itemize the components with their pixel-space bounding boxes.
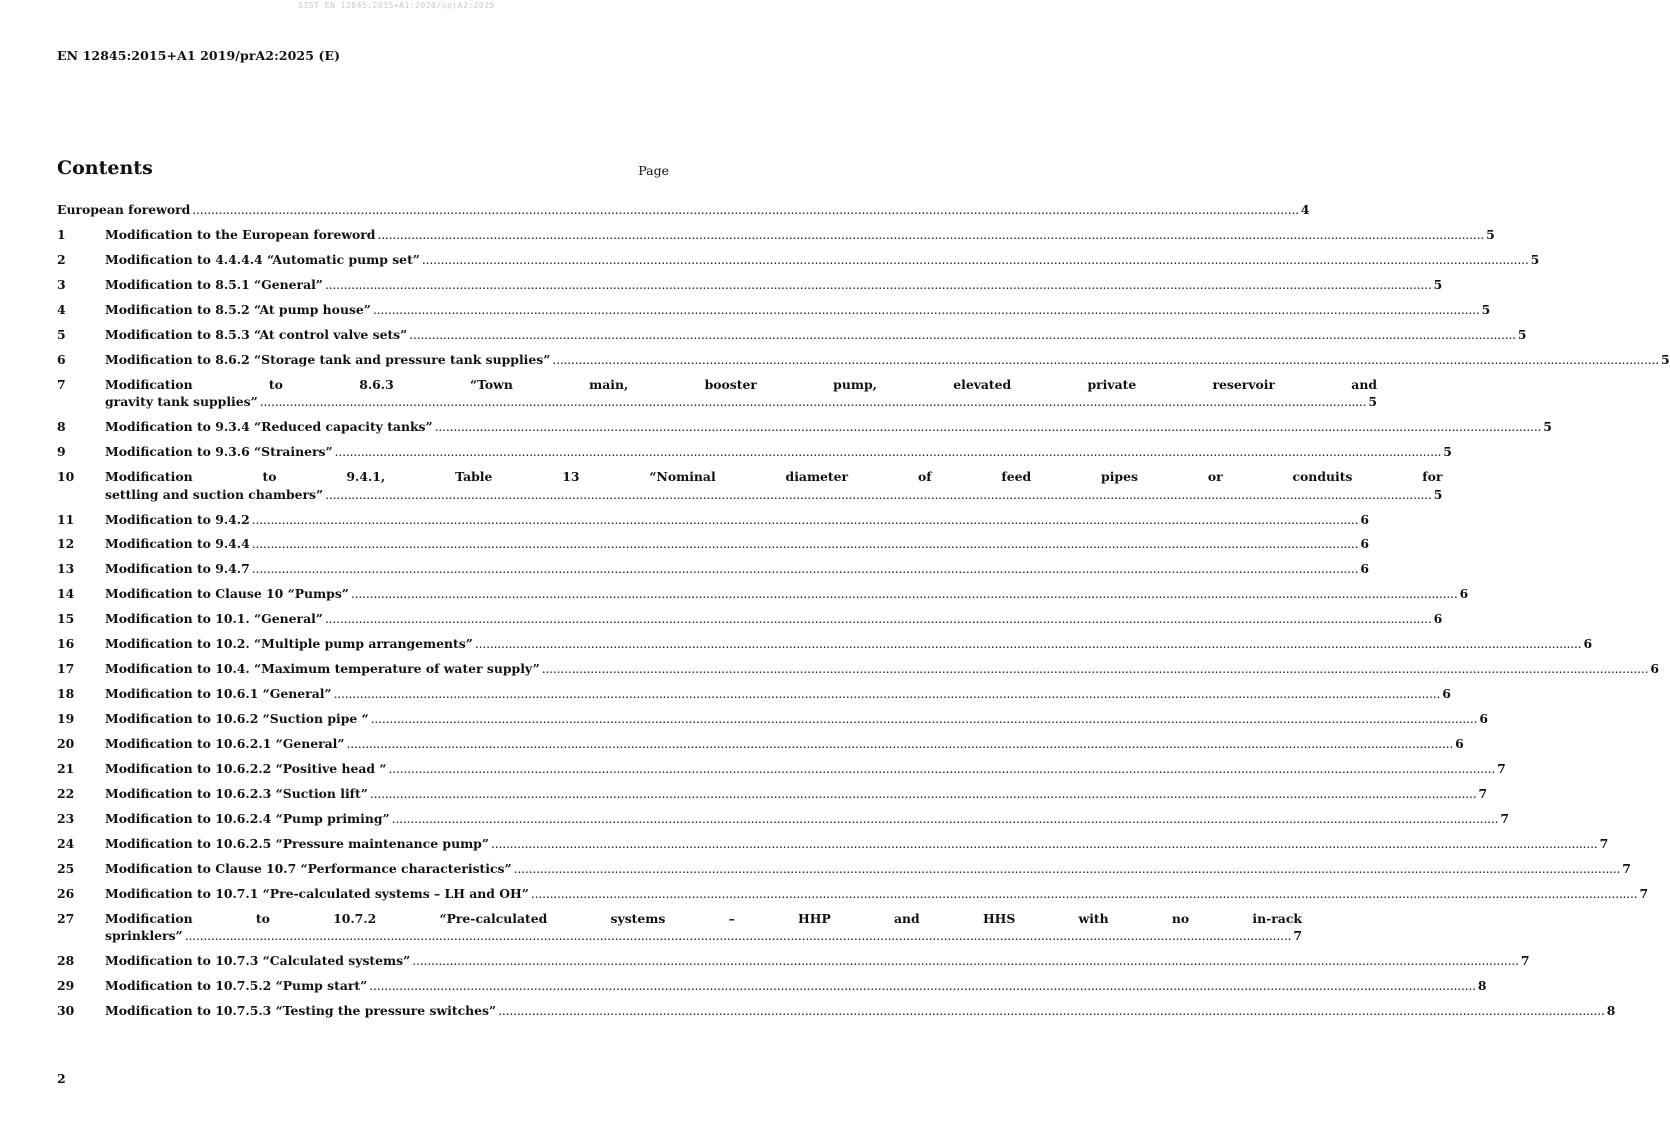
toc-entry-title: sprinklers” bbox=[105, 928, 183, 944]
toc-entry-page: 5 bbox=[1486, 226, 1495, 242]
page-column-label: Page bbox=[638, 163, 669, 178]
toc-entry-title: Modification to 10.2. “Multiple pump arrangements” bbox=[105, 636, 473, 652]
toc-entry[interactable] bbox=[57, 301, 1491, 319]
toc-entry-page: 7 bbox=[1622, 860, 1631, 876]
toc-entry-page: 6 bbox=[1360, 536, 1370, 552]
toc-entry-page: 6 bbox=[1455, 735, 1464, 751]
toc-entry[interactable] bbox=[57, 760, 1506, 778]
toc-entry-title-line: Modification to 10.7.2 “Pre-calculated systems – HHP and HHS with no in-rack bbox=[105, 910, 1302, 926]
toc-entry[interactable] bbox=[57, 885, 1649, 903]
toc-entry-number: 15 bbox=[57, 611, 75, 627]
toc-entry-number: 9 bbox=[57, 444, 66, 460]
toc-entry-page: 8 bbox=[1606, 1002, 1616, 1018]
toc-entry-title: Modification to Clause 10 “Pumps” bbox=[105, 586, 349, 602]
toc-entry[interactable] bbox=[57, 226, 1495, 244]
toc-entry-title: Modification to 10.6.2.1 “General” bbox=[105, 735, 345, 751]
toc-entry[interactable] bbox=[57, 635, 1593, 653]
leader-dots bbox=[389, 760, 1496, 778]
toc-entry-page: 8 bbox=[1477, 977, 1487, 993]
toc-entry-title: Modification to 8.5.2 “At pump house” bbox=[105, 301, 371, 317]
toc-entry-page: 5 bbox=[1443, 444, 1452, 460]
toc-entry[interactable] bbox=[57, 511, 1370, 529]
toc-entry-title-line: Modification to 9.4.1, Table 13 “Nominal diameter of feed pipes or conduits for bbox=[105, 468, 1443, 484]
leader-dots bbox=[351, 585, 1458, 603]
toc-entry-number: 26 bbox=[57, 885, 75, 901]
toc-entry-number: 1 bbox=[57, 226, 66, 242]
toc-entry-title: Modification to 9.4.7 bbox=[105, 561, 250, 577]
toc-entry-number: 13 bbox=[57, 561, 75, 577]
toc-entry-page: 6 bbox=[1459, 586, 1469, 602]
toc-entry-number: 12 bbox=[57, 536, 75, 552]
leader-dots bbox=[531, 885, 1638, 903]
toc-entry[interactable] bbox=[57, 660, 1659, 678]
toc-entry-title: Modification to 9.3.6 “Strainers” bbox=[105, 444, 333, 460]
leader-dots bbox=[325, 486, 1432, 504]
leader-dots bbox=[491, 835, 1598, 853]
toc-entry-number: 22 bbox=[57, 785, 75, 801]
toc-entry-page: 7 bbox=[1639, 885, 1649, 901]
toc-entry[interactable] bbox=[57, 276, 1443, 294]
toc-entry-page: 5 bbox=[1517, 326, 1527, 342]
contents-heading: Contents bbox=[57, 157, 153, 179]
toc-entry-title: Modification to Clause 10.7 “Performance characteristics” bbox=[105, 860, 512, 876]
leader-dots bbox=[422, 251, 1529, 269]
leader-dots bbox=[514, 860, 1621, 878]
toc-entry-number: 4 bbox=[57, 301, 66, 317]
toc-entry-page: 7 bbox=[1599, 835, 1609, 851]
document-identifier: EN 12845:2015+A1 2019/prA2:2025 (E) bbox=[57, 48, 341, 63]
toc-entry-number: 7 bbox=[57, 376, 66, 392]
toc-entry-number: 11 bbox=[57, 511, 75, 527]
toc-entry[interactable] bbox=[57, 977, 1487, 995]
toc-entry-number: 28 bbox=[57, 953, 75, 969]
toc-entry-page: 6 bbox=[1360, 511, 1370, 527]
leader-dots bbox=[392, 810, 1499, 828]
toc-entry-page: 6 bbox=[1650, 661, 1659, 677]
toc-entry[interactable] bbox=[57, 710, 1488, 728]
toc-entry-foreword[interactable] bbox=[57, 201, 1310, 219]
toc-entry[interactable] bbox=[57, 560, 1370, 578]
toc-entry[interactable] bbox=[57, 952, 1530, 970]
toc-entry-page: 5 bbox=[1543, 419, 1552, 435]
toc-entry-page: 7 bbox=[1500, 810, 1509, 826]
toc-entry-number: 10 bbox=[57, 468, 75, 484]
leader-dots bbox=[325, 610, 1432, 628]
leader-dots bbox=[252, 535, 1359, 553]
leader-dots bbox=[542, 660, 1649, 678]
toc-entry[interactable] bbox=[57, 785, 1488, 803]
toc-entry-title: Modification to 10.7.5.3 “Testing the pressure switches” bbox=[105, 1002, 497, 1018]
toc-entry-title: Modification to 9.4.4 bbox=[105, 536, 250, 552]
toc-entry-title: Modification to 9.4.2 bbox=[105, 511, 250, 527]
toc-entry-page: 5 bbox=[1660, 351, 1670, 367]
toc-entry-title: Modification to 10.6.1 “General” bbox=[105, 686, 332, 702]
leader-dots bbox=[377, 226, 1484, 244]
toc-entry-title: Modification to 4.4.4.4 “Automatic pump set” bbox=[105, 251, 420, 267]
toc-entry-title: Modification to 8.6.2 “Storage tank and pressure tank supplies” bbox=[105, 351, 551, 367]
toc-entry-page: 7 bbox=[1520, 953, 1530, 969]
toc-entry-number: 20 bbox=[57, 735, 75, 751]
toc-entry-number: 27 bbox=[57, 910, 75, 926]
toc-entry-page: 6 bbox=[1433, 611, 1443, 627]
toc-entry[interactable] bbox=[57, 810, 1509, 828]
toc-entry-number: 18 bbox=[57, 686, 75, 702]
toc-entry-title: Modification to 10.7.5.2 “Pump start” bbox=[105, 977, 368, 993]
toc-entry[interactable] bbox=[57, 860, 1631, 878]
toc-entry[interactable] bbox=[57, 468, 1443, 503]
leader-dots bbox=[185, 927, 1292, 945]
toc-entry[interactable] bbox=[57, 326, 1527, 344]
leader-dots bbox=[334, 685, 1441, 703]
toc-entry-page: 6 bbox=[1583, 636, 1593, 652]
table-of-contents bbox=[57, 201, 1670, 1027]
toc-entry-page: 4 bbox=[1300, 202, 1310, 217]
toc-entry-number: 6 bbox=[57, 351, 66, 367]
toc-entry-number: 16 bbox=[57, 636, 75, 652]
leader-dots bbox=[412, 952, 1519, 970]
toc-entry-number: 23 bbox=[57, 810, 75, 826]
toc-entry[interactable] bbox=[57, 376, 1378, 411]
toc-entry-title: Modification to 8.5.1 “General” bbox=[105, 276, 323, 292]
toc-entry-number: 8 bbox=[57, 419, 66, 435]
toc-entry[interactable] bbox=[57, 1002, 1616, 1020]
leader-dots bbox=[347, 735, 1454, 753]
toc-entry-page: 5 bbox=[1433, 276, 1443, 292]
toc-entry-number: 3 bbox=[57, 276, 66, 292]
toc-entry[interactable] bbox=[57, 251, 1540, 269]
toc-entry-page: 5 bbox=[1530, 251, 1540, 267]
toc-entry-page: 6 bbox=[1442, 686, 1451, 702]
leader-dots bbox=[369, 977, 1476, 995]
toc-entry[interactable] bbox=[57, 443, 1452, 461]
page-number: 2 bbox=[57, 1071, 66, 1086]
toc-entry-number: 14 bbox=[57, 586, 75, 602]
toc-entry-page: 7 bbox=[1293, 928, 1302, 944]
toc-entry-title: Modification to 10.7.1 “Pre-calculated systems – LH and OH” bbox=[105, 885, 529, 901]
toc-entry-number: 5 bbox=[57, 326, 66, 342]
toc-entry[interactable] bbox=[57, 585, 1469, 603]
toc-entry[interactable] bbox=[57, 535, 1370, 553]
toc-entry-title: Modification to 10.6.2.2 “Positive head “ bbox=[105, 760, 387, 776]
leader-dots bbox=[260, 393, 1367, 411]
toc-entry[interactable] bbox=[57, 685, 1451, 703]
toc-entry-page: 5 bbox=[1368, 394, 1378, 410]
toc-entry-number: 24 bbox=[57, 835, 75, 851]
toc-entry-number: 29 bbox=[57, 977, 75, 993]
leader-dots bbox=[371, 710, 1478, 728]
toc-entry-title: settling and suction chambers” bbox=[105, 486, 324, 502]
leader-dots bbox=[435, 418, 1542, 436]
toc-entry-number: 25 bbox=[57, 860, 75, 876]
leader-dots bbox=[192, 201, 1299, 219]
toc-entry-number: 2 bbox=[57, 251, 66, 267]
toc-entry[interactable] bbox=[57, 735, 1464, 753]
toc-entry[interactable] bbox=[57, 835, 1609, 853]
toc-entry-title: Modification to 10.6.2.3 “Suction lift” bbox=[105, 785, 368, 801]
toc-entry[interactable] bbox=[57, 910, 1302, 945]
leader-dots bbox=[552, 351, 1659, 369]
toc-entry-title: Modification to 8.5.3 “At control valve sets” bbox=[105, 326, 408, 342]
toc-entry-page: 5 bbox=[1481, 301, 1491, 317]
toc-entry-title: Modification to 10.1. “General” bbox=[105, 611, 323, 627]
toc-entry-title: European foreword bbox=[57, 202, 191, 217]
leader-dots bbox=[370, 785, 1477, 803]
leader-dots bbox=[335, 443, 1442, 461]
toc-entry-title: Modification to 9.3.4 “Reduced capacity tanks” bbox=[105, 419, 433, 435]
leader-dots bbox=[409, 326, 1516, 344]
toc-entry[interactable] bbox=[57, 418, 1552, 436]
leader-dots bbox=[475, 635, 1582, 653]
toc-entry-number: 30 bbox=[57, 1002, 75, 1018]
toc-entry[interactable] bbox=[57, 610, 1443, 628]
toc-entry-title: Modification to 10.6.2.4 “Pump priming” bbox=[105, 810, 390, 826]
toc-entry-number: 19 bbox=[57, 711, 75, 726]
leader-dots bbox=[498, 1002, 1605, 1020]
toc-entry-number: 17 bbox=[57, 661, 75, 677]
toc-entry-title: Modification to 10.4. “Maximum temperature of water supply” bbox=[105, 661, 540, 677]
toc-entry-page: 5 bbox=[1433, 486, 1443, 502]
toc-entry-title: Modification to the European foreword bbox=[105, 226, 376, 242]
toc-entry-title: Modification to 10.7.3 “Calculated systems” bbox=[105, 953, 411, 969]
toc-entry-number: 21 bbox=[57, 760, 75, 776]
toc-entry-page: 7 bbox=[1497, 760, 1506, 776]
leader-dots bbox=[252, 560, 1359, 578]
toc-entry-title: gravity tank supplies” bbox=[105, 394, 258, 410]
leader-dots bbox=[252, 511, 1359, 529]
toc-entry-page: 7 bbox=[1478, 785, 1488, 801]
toc-entry-title-line: Modification to 8.6.3 “Town main, booster pump, elevated private reservoir and bbox=[105, 376, 1378, 392]
toc-entry-page: 6 bbox=[1360, 561, 1370, 577]
leader-dots bbox=[373, 301, 1480, 319]
toc-entry[interactable] bbox=[57, 351, 1670, 369]
leader-dots bbox=[325, 276, 1432, 294]
toc-entry-page: 6 bbox=[1479, 711, 1488, 726]
toc-entry-title: Modification to 10.6.2.5 “Pressure maintenance pump” bbox=[105, 835, 489, 851]
toc-entry-title: Modification to 10.6.2 “Suction pipe “ bbox=[105, 711, 369, 726]
watermark: SIST EN 12845:2015+A1:2020/oprA2:2025 bbox=[298, 1, 495, 10]
